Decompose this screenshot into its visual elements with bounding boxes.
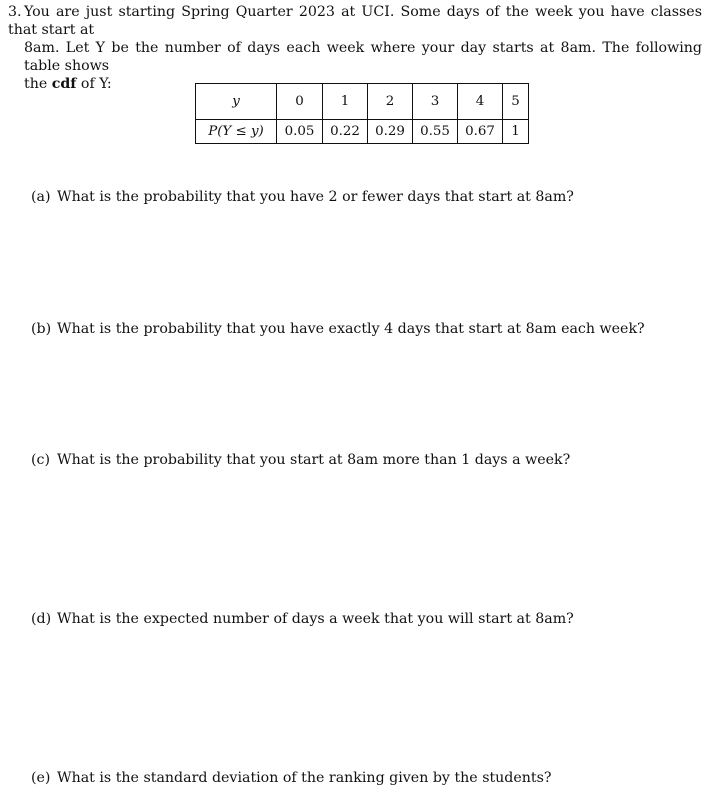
y-value-4: 4 xyxy=(458,84,503,120)
question-c xyxy=(31,451,570,469)
problem-text-line-1: You are just starting Spring Quarter 2023 at UCI. Some days of the week you have classes that start at xyxy=(8,4,702,38)
header-y: y xyxy=(196,84,277,120)
header-cdf: P(Y ≤ y) xyxy=(196,120,277,144)
question-a-label: (a) xyxy=(31,189,51,205)
question-b-label: (b) xyxy=(31,321,52,337)
cdf-value-0: 0.05 xyxy=(277,120,323,144)
problem-line-3-pre: the xyxy=(24,76,52,92)
question-c-label: (c) xyxy=(31,452,51,468)
cdf-value-1: 0.22 xyxy=(323,120,368,144)
problem-line-2: 8am. Let Y be the number of days each week where your day starts at 8am. The following table shows xyxy=(24,40,702,74)
y-value-2: 2 xyxy=(368,84,413,120)
y-value-3: 3 xyxy=(413,84,458,120)
problem-number: 3. xyxy=(8,4,22,20)
problem-statement xyxy=(8,3,702,93)
y-value-1: 1 xyxy=(323,84,368,120)
question-d-text: What is the expected number of days a week that you will start at 8am? xyxy=(57,611,574,627)
y-value-5: 5 xyxy=(503,84,529,120)
question-c-text: What is the probability that you start at 8am more than 1 days a week? xyxy=(57,452,571,468)
cdf-value-2: 0.29 xyxy=(368,120,413,144)
y-value-0: 0 xyxy=(277,84,323,120)
cdf-value-4: 0.67 xyxy=(458,120,503,144)
cdf-value-5: 1 xyxy=(503,120,529,144)
question-e xyxy=(31,769,552,787)
question-d xyxy=(31,610,574,628)
problem-line-1 xyxy=(8,3,702,39)
cdf-table xyxy=(195,83,529,144)
question-b xyxy=(31,320,645,338)
question-d-label: (d) xyxy=(31,611,52,627)
problem-line-3-post: of Y: xyxy=(76,76,112,92)
question-e-text: What is the standard deviation of the ranking given by the students? xyxy=(57,770,552,786)
question-e-label: (e) xyxy=(31,770,51,786)
question-a xyxy=(31,188,574,206)
question-a-text: What is the probability that you have 2 or fewer days that start at 8am? xyxy=(57,189,574,205)
cdf-term: cdf xyxy=(51,76,77,92)
table-row-cdf xyxy=(196,120,529,144)
table-row-y xyxy=(196,84,529,120)
question-b-text: What is the probability that you have exactly 4 days that start at 8am each week? xyxy=(57,321,645,337)
cdf-value-3: 0.55 xyxy=(413,120,458,144)
